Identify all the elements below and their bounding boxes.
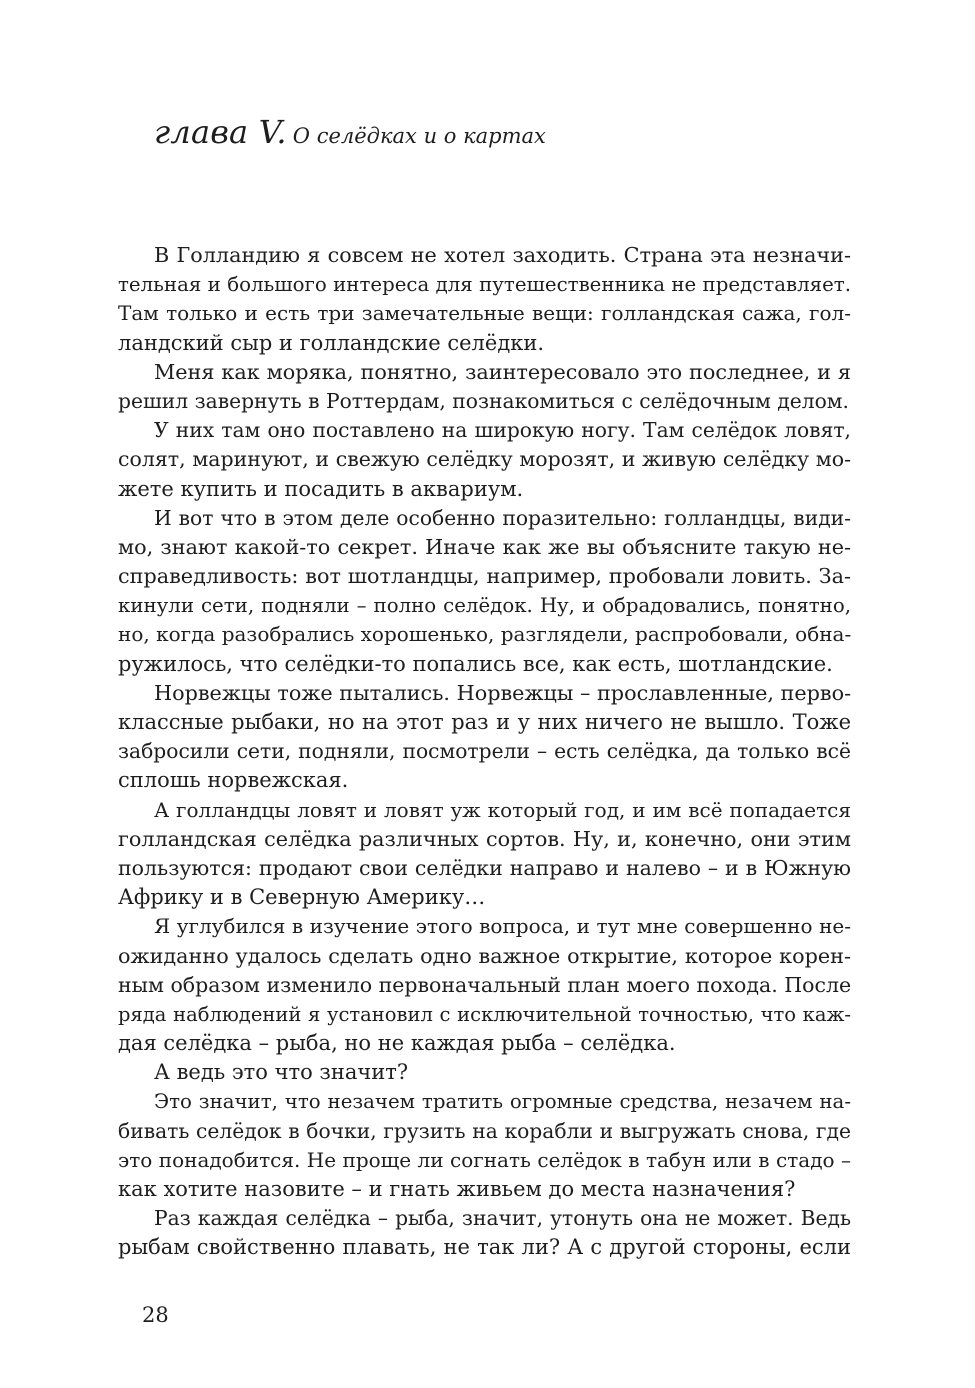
text-line: Я углубился в изучение этого вопроса, и тут мне совершенно не-	[154, 914, 851, 939]
text-line: решил завернуть в Роттердам, познакомиться с селёдочным делом.	[118, 388, 849, 413]
text-line: Меня как моряка, понятно, заинтересовало это последнее, и я	[154, 359, 851, 384]
text-line: как хотите назовите – и гнать живьем до места назначения?	[118, 1177, 796, 1201]
page-number: 28	[142, 1303, 169, 1327]
text-line: Норвежцы тоже пытались. Норвежцы – прославленные, перво-	[154, 680, 851, 705]
text-line: ным образом изменило первоначальный план моего похода. После	[118, 972, 851, 997]
text-line: тельная и большого интереса для путешественника не представляет.	[118, 273, 851, 297]
text-line: Раз каждая селёдка – рыба, значит, утонуть она не может. Ведь	[154, 1206, 851, 1231]
text-line: классные рыбаки, но на этот раз и у них ничего не вышло. Тоже	[118, 710, 851, 734]
text-line: И вот что в этом деле особенно поразительно: голландцы, види-	[154, 505, 851, 530]
text-line: солят, маринуют, и свежую селёдку морозят, и живую селёдку мо-	[118, 447, 851, 472]
text-line: ряда наблюдений я установил с исключительной точностью, что каж-	[118, 1002, 851, 1026]
text-line: бивать селёдок в бочки, грузить на корабли и выгружать снова, где	[118, 1118, 851, 1143]
text-line: дая селёдка – рыба, но не каждая рыба – селёдка.	[118, 1031, 676, 1056]
text-line: это понадобится. Не проще ли согнать селёдок в табун или в стадо –	[118, 1147, 851, 1172]
text-line: справедливость: вот шотландцы, например, пробовали ловить. За-	[118, 564, 851, 589]
text-line: рыбам свойственно плавать, не так ли? А с другой стороны, если	[118, 1235, 851, 1260]
text-line: но, когда разобрались хорошенько, разглядели, распробовали, обна-	[118, 622, 851, 647]
text-line: В Голландию я совсем не хотел заходить. Страна эта незначи-	[154, 243, 851, 267]
text-line: забросили сети, подняли, посмотрели – есть селёдка, да только всё	[118, 739, 851, 764]
text-line: жете купить и посадить в аквариум.	[118, 476, 524, 501]
text-line: ожиданно удалось сделать одно важное открытие, которое корен-	[118, 943, 851, 968]
body-text	[118, 241, 851, 1263]
chapter-title: О селёдках и о картах	[292, 124, 546, 148]
text-line: У них там оно поставлено на широкую ногу. Там селёдок ловят,	[154, 418, 851, 443]
text-line: А ведь это что значит?	[154, 1060, 409, 1085]
text-line: ружилось, что селёдки-то попались все, как есть, шотландские.	[118, 651, 833, 676]
text-line: сплошь норвежская.	[118, 768, 349, 793]
text-line: мо, знают какой-то секрет. Иначе как же вы объясните такую не-	[118, 534, 851, 559]
text-line: ландский сыр и голландские селёдки.	[118, 330, 545, 355]
text-line: А голландцы ловят и ловят уж который год, и им всё попадается	[154, 797, 851, 822]
chapter-heading	[154, 113, 546, 151]
text-line: голландская селёдка различных сортов. Ну, и, конечно, они этим	[118, 826, 851, 851]
text-line: кинули сети, подняли – полно селёдок. Ну, и обрадовались, понятно,	[118, 594, 851, 618]
text-line: Там только и есть три замечательные вещи: голландская сажа, гол-	[118, 301, 851, 326]
text-line: Это значит, что незачем тратить огромные средства, незачем на-	[154, 1090, 851, 1114]
chapter-label: глава V.	[154, 113, 287, 151]
text-line: Африку и в Северную Америку…	[118, 885, 486, 910]
text-line: пользуются: продают свои селёдки направо и налево – и в Южную	[118, 855, 851, 880]
